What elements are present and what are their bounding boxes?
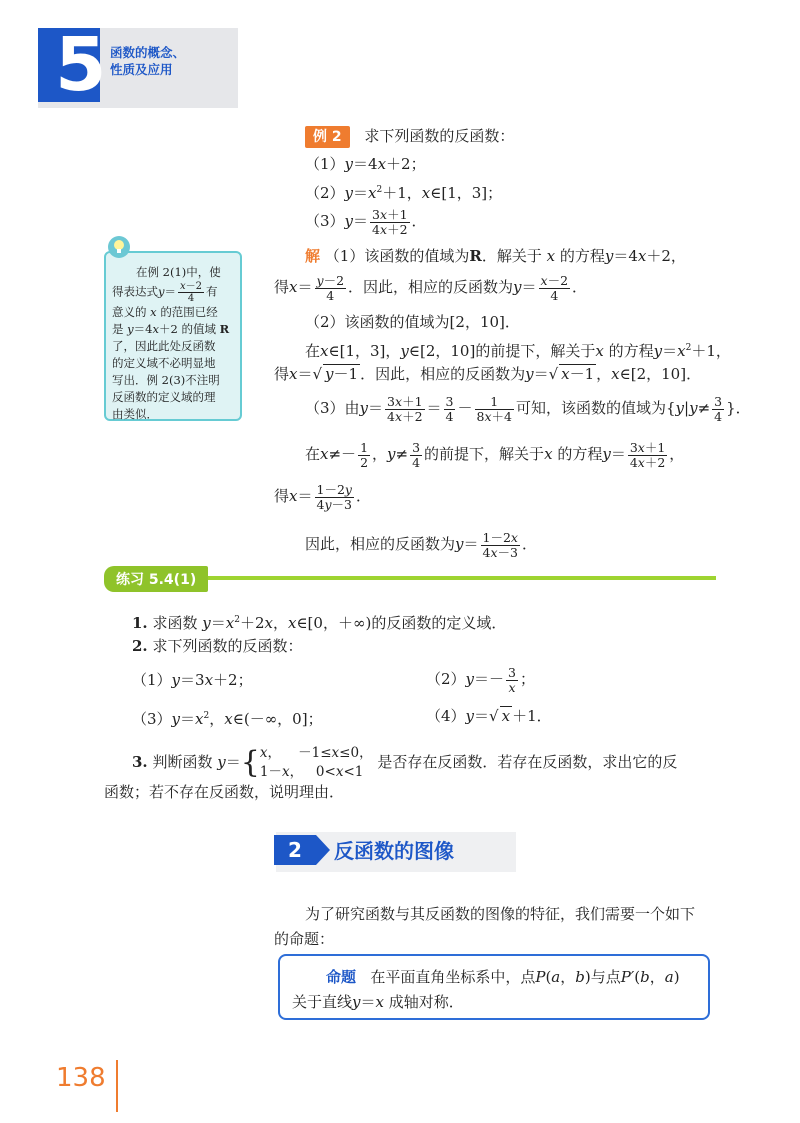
proposition-line-1: 命题 在平面直角坐标系中，点P(a，b)与点P′(b，a) xyxy=(326,968,680,986)
example-item-1: （1）y＝4x＋2； xyxy=(305,155,426,173)
section-title: 反函数的图像 xyxy=(334,839,454,863)
solution-label: 解 xyxy=(305,247,321,265)
proposition-label: 命题 xyxy=(326,968,357,986)
example-item-2: $(2)y=x^2+1$，x∈[1，3]； xyxy=(305,184,503,202)
exercise-q2: 2. 求下列函数的反函数： xyxy=(132,637,303,655)
section-arrow-icon xyxy=(316,835,330,865)
lightbulb-icon xyxy=(108,236,130,258)
exercise-q1: 1. 求函数 $y=x^2+2x$，x∈[0，＋∞)的反函数的定义域． xyxy=(132,614,507,632)
exercise-q2-4: （4）y＝√ x ＋1． xyxy=(426,707,552,725)
chapter-number: 5 xyxy=(55,22,107,108)
exercise-label: 练习 5.4(1) xyxy=(104,566,208,592)
solution-line-6: （3）由y＝ $\frac{3x+1}{4x+2}$ ＝ $\frac{3}{4}$ － $\frac{1}{8x+4}$ 可知，该函数的值域为{y|y≠ $\frac{3}{4}$ }． xyxy=(305,393,751,424)
solution-line-9: 因此，相应的反函数为y＝ $\frac{1-2x}{4x-3}$ ． xyxy=(305,529,537,560)
solution-line-3: （2）该函数的值域为[2，10]． xyxy=(305,313,520,331)
exercise-q2-3: $(3)y=x^2$，x∈(－∞，0]； xyxy=(132,710,323,728)
exercise-q3: 3. 判断函数 y＝{ x， －1≤x≤0， 1－x， 0<x<1 是否存在反函数．若存在反函数，求出它的反 xyxy=(132,745,678,780)
solution-line-2: 得x＝ $\frac{y-2}{4}$ ．因此，相应的反函数为y＝ $\frac{x-2}{4}$ ． xyxy=(274,272,588,303)
solution-line-5: 得x＝√ y－1 ．因此，相应的反函数为y＝√ x－1 ，x∈[2，10]． xyxy=(274,365,702,383)
intro-line-2: 的命题： xyxy=(274,930,335,948)
chapter-title: 函数的概念、 性质及应用 xyxy=(110,45,186,77)
solution-line-1: 解 （1）该函数的值域为R．解关于 x 的方程y＝4x＋2， xyxy=(305,247,686,265)
section-number: 2 xyxy=(274,835,316,865)
solution-line-7: 在x≠－ $\frac{1}{2}$ ，y≠ $\frac{3}{4}$ 的前提下，解关于x 的方程y＝ $\frac{3x+1}{4x+2}$ ， xyxy=(305,439,685,470)
exercise-q2-1: （1）y＝3x＋2； xyxy=(132,671,253,689)
example-prompt: 求下列函数的反函数： xyxy=(364,127,515,145)
page-number: 138 xyxy=(56,1063,106,1093)
intro-line-1: 为了研究函数与其反函数的图像的特征，我们需要一个如下 xyxy=(305,905,696,923)
proposition-line-2: 关于直线y＝x 成轴对称． xyxy=(292,993,464,1011)
solution-line-8: 得x＝ $\frac{1-2y}{4y-3}$ ． xyxy=(274,481,371,512)
exercise-q3-cont: 函数；若不存在反函数，说明理由． xyxy=(104,783,345,801)
side-note-text: 在例 2(1)中，使 得表达式y＝ $\frac{x-2}{4}$ 有 意义的 x 的范围已经 是 y＝4x＋2 的值域 R 了，因此此处反函数 的定义域不必明显地 写出．例 2(3)不注明 反函数的定义域的理 由类似． xyxy=(112,265,230,421)
example-badge: 例 2 xyxy=(305,126,350,148)
solution-line-4: 在x∈[1，3]，y∈[2，10]的前提下，解关于x 的方程$y=x^2+1$， xyxy=(305,342,731,360)
exercise-q2-2: （2）y＝－ $\frac{3}{x}$ ； xyxy=(426,664,536,695)
example-heading xyxy=(305,126,514,147)
example-item-3: （3）y＝ $\frac{3x+1}{4x+2}$ ． xyxy=(305,206,427,237)
page-number-bar xyxy=(116,1060,118,1112)
